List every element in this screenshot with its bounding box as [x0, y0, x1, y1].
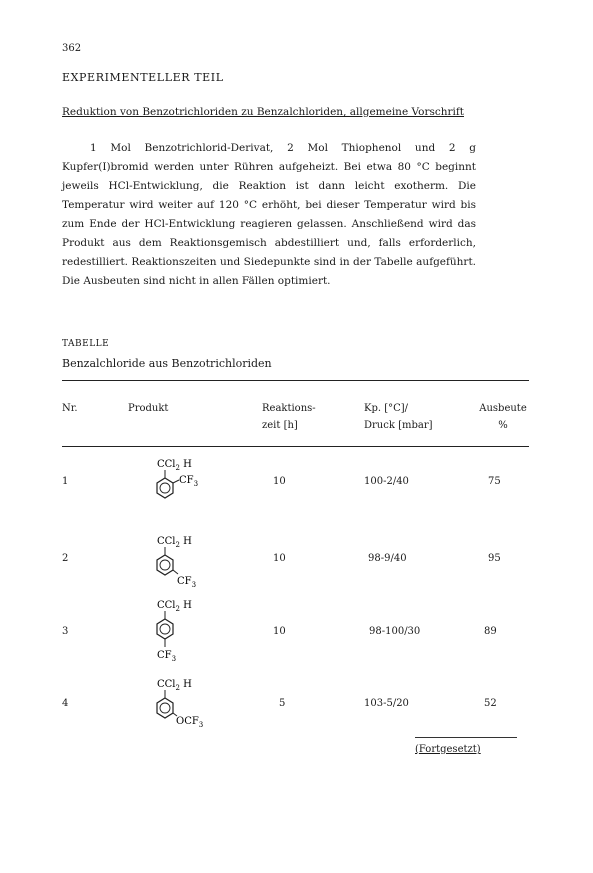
header-kp [364, 400, 433, 434]
row3-substituent-label: $CF_3$ [157, 650, 177, 663]
row3-top-group-label: CCl$_2$ H [157, 600, 192, 613]
row3-zeit: 10 [273, 626, 286, 637]
header-zeit-line2: zeit [h] [262, 420, 298, 431]
row2-substituent-label: $CF_3$ [177, 576, 197, 589]
procedure-heading: Reduktion von Benzotrichloriden zu Benzalchloriden, allgemeine Vorschrift [62, 106, 464, 118]
row1-substituent-label: $CF_3$ [179, 475, 199, 488]
row1-top-group-label: CCl$_2$ H [157, 459, 192, 472]
row2-zeit: 10 [273, 553, 286, 564]
row3-kp: 98-100/30 [369, 626, 421, 637]
header-kp-line2: Druck [mbar] [364, 420, 433, 431]
table-label: TABELLE [62, 339, 110, 349]
header-ausbeute-line1: Ausbeute [479, 403, 527, 414]
section-title: EXPERIMENTELLER TEIL [62, 71, 224, 84]
row4-structure [140, 676, 230, 756]
table-title: Benzalchloride aus Benzotrichloriden [62, 357, 272, 370]
page-number: 362 [62, 43, 82, 54]
row3-ausbeute: 89 [484, 626, 497, 637]
row4-substituent-label: $OCF_3$ [176, 716, 204, 729]
row1-zeit: 10 [273, 476, 286, 487]
row2-top-group-label: CCl$_2$ H [157, 536, 192, 549]
header-zeit [262, 400, 316, 434]
header-ausbeute [474, 400, 532, 434]
row4-zeit: 5 [279, 698, 286, 709]
row2-kp: 98-9/40 [368, 553, 407, 564]
continuation-rule [415, 737, 517, 738]
header-produkt: Produkt [128, 403, 169, 414]
header-kp-line1: Kp. [°C]/ [364, 403, 409, 414]
procedure-paragraph: 1 Mol Benzotrichlorid-Derivat, 2 Mol Thiophenol und 2 g Kupfer(I)bromid werden unter Rühren aufgeheizt. Bei etwa 80 °C beginnt jeweils HCl-Entwicklung, die Reaktion ist dann leicht exotherm. Die Temperatur wird weiter auf 120 °C erhöht, bei dieser Temperatur wird bis zum Ende der HCl-Entwicklung reagieren gelassen. Anschließend wird das Produkt aus dem Reaktionsgemisch abdestilliert und, falls erforderlich, redestilliert. Reaktionszeiten und Siedepunkte sind in der Tabelle aufgeführt. Die Ausbeuten sind nicht in allen Fällen optimiert. [62, 142, 476, 287]
row2-nr: 2 [62, 553, 69, 564]
row4-nr: 4 [62, 698, 69, 709]
row2-ausbeute: 95 [488, 553, 501, 564]
row1-structure [140, 456, 230, 536]
row4-ausbeute: 52 [484, 698, 497, 709]
table-top-rule [62, 380, 529, 381]
table-header-rule [62, 446, 529, 447]
procedure-text [62, 139, 476, 291]
continued-note: (Fortgesetzt) [415, 744, 481, 755]
header-zeit-line1: Reaktions- [262, 403, 316, 414]
header-ausbeute-line2: % [498, 420, 508, 431]
row4-kp: 103-5/20 [364, 698, 409, 709]
header-nr: Nr. [62, 403, 78, 414]
row1-kp: 100-2/40 [364, 476, 409, 487]
row1-ausbeute: 75 [488, 476, 501, 487]
row4-top-group-label: CCl$_2$ H [157, 679, 192, 692]
row3-nr: 3 [62, 626, 69, 637]
row1-nr: 1 [62, 476, 69, 487]
row3-structure [140, 597, 230, 677]
